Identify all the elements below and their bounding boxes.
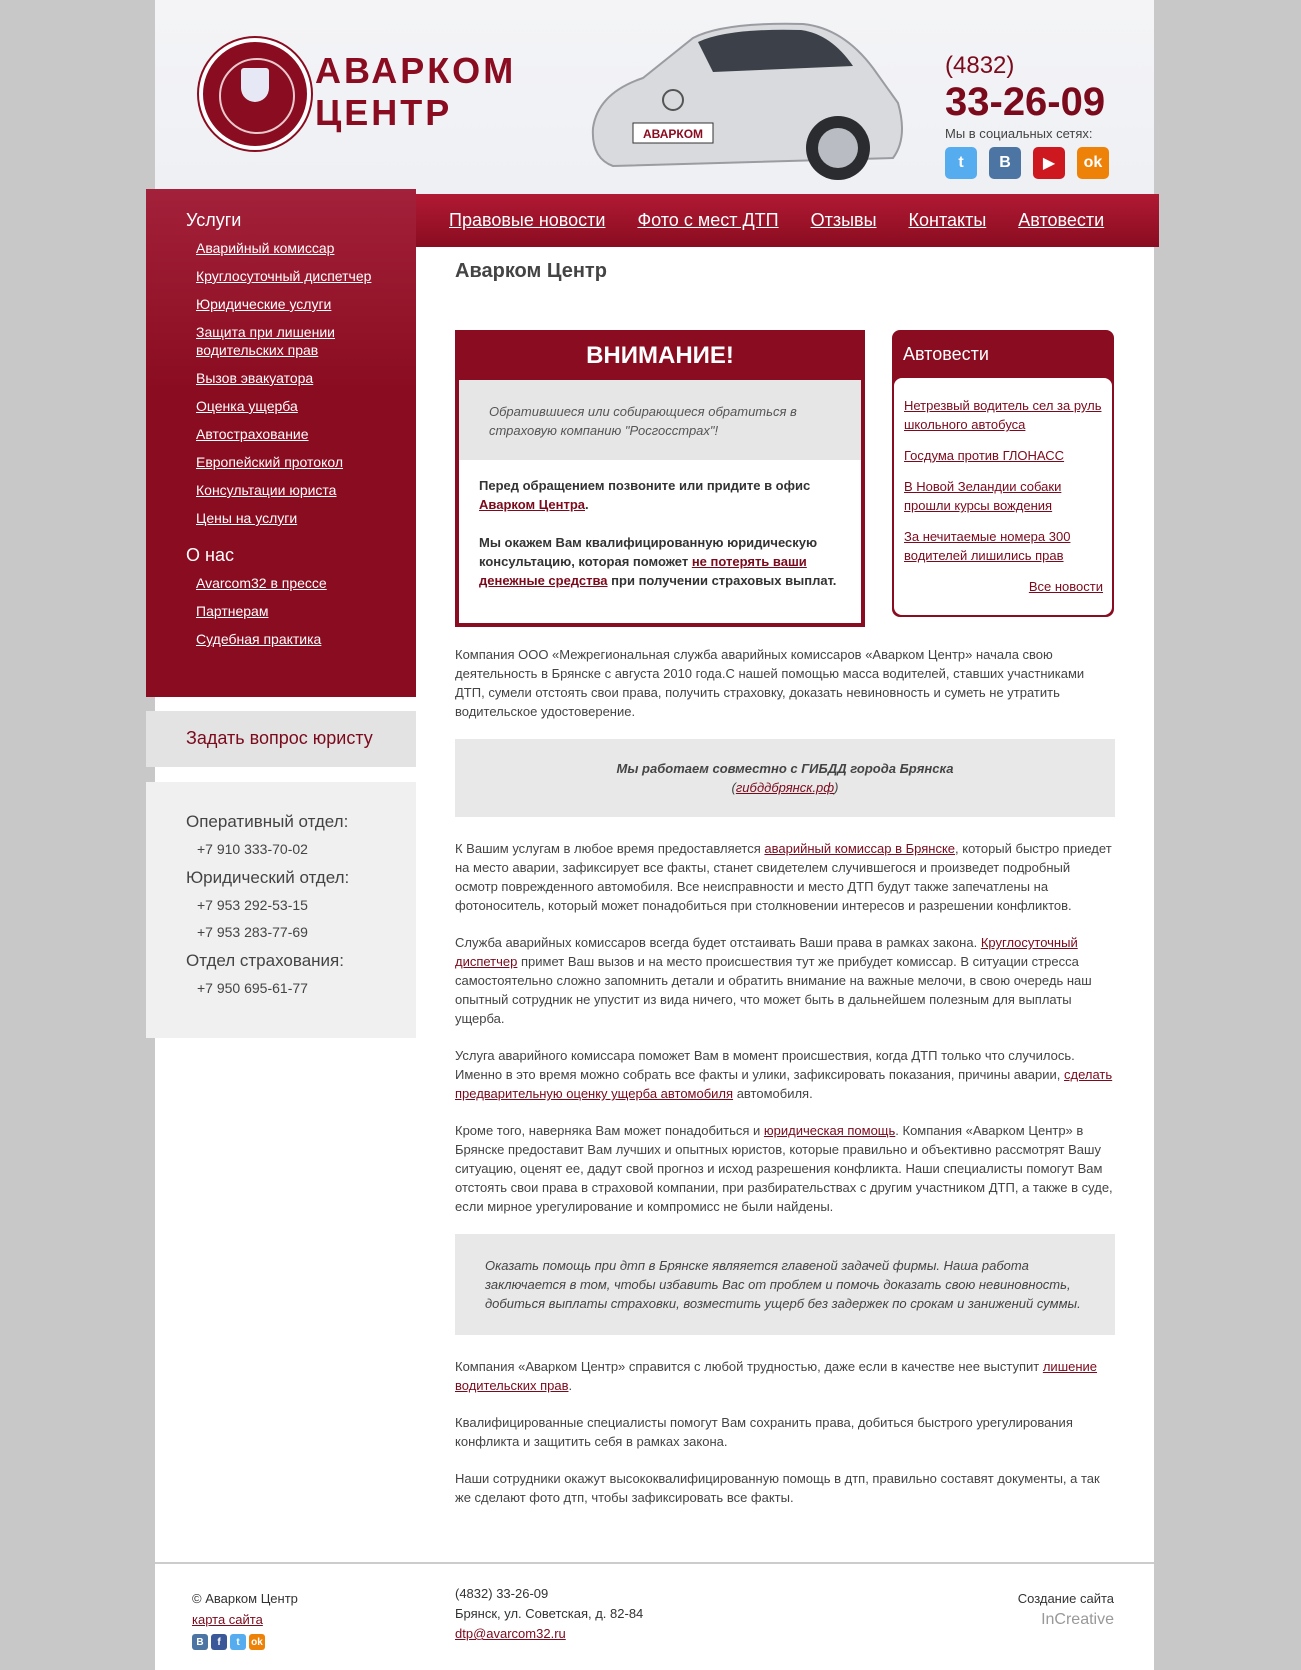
logo-line1: АВАРКОМ — [315, 50, 517, 91]
sidebar-item-insurance[interactable]: Автострахование — [196, 426, 309, 442]
paragraph: Услуга аварийного комиссара поможет Вам в момент происшествия, когда ДТП только что случилось. Именно в это время можно собрать все факты и улики, зафиксировать показания, причины аварии, сделать предварительную оценку ущерба автомобиля автомобиля. — [455, 1048, 1113, 1101]
facebook-icon[interactable]: f — [211, 1634, 227, 1650]
page — [155, 0, 1154, 1670]
vk-icon[interactable]: B — [192, 1634, 208, 1650]
phone-code: (4832) — [945, 52, 1015, 79]
contact-phone: +7 950 695-61-77 — [197, 980, 308, 996]
social-links — [945, 147, 1109, 179]
nav-contacts[interactable]: Контакты — [908, 210, 987, 230]
sidebar-item-partners[interactable]: Партнерам — [196, 603, 269, 619]
warning-head: ВНИМАНИЕ! — [459, 334, 861, 380]
legal-help-link[interactable]: юридическая помощь — [763, 1123, 896, 1138]
warning-text: Перед обращением позвоните или придите в офис — [479, 478, 811, 493]
paragraph: Квалифицированные специалисты помогут Вам сохранить права, добиться быстрого урегулирования конфликта и защитить себя в рамках закона. — [455, 1415, 1073, 1449]
header — [155, 0, 1154, 194]
sidebar-item-commissar[interactable]: Аварийный комиссар — [196, 240, 335, 256]
warning-link-office[interactable]: Аварком Центра — [479, 497, 585, 512]
paragraph: Служба аварийных комиссаров всегда будет отстаивать Ваши права в рамках закона. Круглосуточный диспетчер примет Ваш вызов и на место происшествия тут же прибудет комиссар. В ситуации стресса самостоятельно сложно запомнить детали и обратить внимание на важные мелочи, в свою очередь наш опытный сотрудник не упустит из вида ничего, что может быть в дальнейшем полезным для выплаты ущерба. — [455, 935, 1092, 1026]
gibdd-box: Мы работаем совместно с ГИБДД города Брянска (гибддбрянск.рф) — [455, 739, 1115, 817]
twitter-icon[interactable]: t — [230, 1634, 246, 1650]
sidebar-item-damage[interactable]: Оценка ущерба — [196, 398, 298, 414]
license-link[interactable]: лишение водительских прав — [455, 1359, 1098, 1393]
news-item[interactable]: За нечитаемые номера 300 водителей лишились прав — [904, 529, 1071, 563]
paragraph: Компания «Аварком Центр» справится с любой трудностью, даже если в качестве нее выступит лишение водительских прав. — [455, 1359, 1098, 1393]
news-widget — [892, 330, 1114, 617]
nav-legal-news[interactable]: Правовые новости — [449, 210, 606, 230]
creator-logo[interactable]: InCreative — [1041, 1611, 1114, 1628]
footer — [155, 1562, 1154, 1670]
contact-phone: +7 953 292-53-15 — [197, 897, 308, 913]
news-item[interactable]: Нетрезвый водитель сел за руль школьного автобуса — [904, 398, 1102, 432]
paragraph: Наши сотрудники окажут высококвалифицированную помощь в дтп, правильно составят документы, а так же сделают фото дтп, чтобы зафиксировать все факты. — [455, 1471, 1100, 1505]
contact-phone: +7 910 333-70-02 — [197, 841, 308, 857]
nav-autonews[interactable]: Автовести — [1018, 210, 1105, 230]
car-plate-label: АВАРКОМ — [642, 127, 704, 141]
warning-text: Мы окажем Вам квалифицированную юридическую консультацию, которая поможет — [479, 535, 818, 569]
copyright: © Аварком Центр — [192, 1591, 298, 1606]
warning-box — [455, 330, 865, 627]
created-label: Создание сайта — [1017, 1591, 1114, 1606]
logo-line2: ЦЕНТР — [315, 92, 453, 133]
nav-photos[interactable]: Фото с мест ДТП — [637, 210, 779, 230]
footer-social — [192, 1634, 298, 1650]
warning-body — [459, 460, 861, 590]
vk-icon[interactable]: B — [989, 147, 1021, 179]
warning-text: при получении страховых выплат. — [611, 573, 837, 588]
sidebar-item-dispatcher[interactable]: Круглосуточный диспетчер — [196, 268, 372, 284]
top-nav — [415, 194, 1159, 247]
sidebar — [146, 189, 416, 697]
gibdd-link[interactable]: гибддбрянск.рф — [735, 780, 835, 795]
logo-text[interactable] — [315, 50, 516, 134]
ask-lawyer-button[interactable]: Задать вопрос юристу — [146, 711, 416, 767]
warning-text: . — [585, 497, 589, 512]
footer-email[interactable]: dtp@avarcom32.ru — [455, 1626, 566, 1641]
sidebar-item-press[interactable]: Avarcom32 в прессе — [196, 575, 327, 591]
contact-title: Оперативный отдел: — [186, 812, 349, 831]
sidebar-item-license[interactable]: Защита при лишении водительских прав — [196, 324, 335, 358]
services-title: Услуги — [186, 210, 242, 230]
contact-title: Юридический отдел: — [186, 868, 350, 887]
news-item[interactable]: В Новой Зеландии собаки прошли курсы вождения — [904, 479, 1062, 513]
contact-title: Отдел страхования: — [186, 951, 344, 970]
quote-box: Оказать помощь при дтп в Брянске являяется главеной задачей фирмы. Наша работа заключается в том, чтобы избавить Вас от проблем и помочь доказать свою невиновность, добиться выплаты страховки, возместить ущерб без задержек по срокам и занижений суммы. — [455, 1234, 1115, 1335]
main-content — [455, 260, 1115, 1505]
youtube-icon[interactable]: ▶ — [1033, 147, 1065, 179]
page-title: Аварком Центр — [455, 260, 607, 282]
contact-phone: +7 953 283-77-69 — [197, 924, 308, 940]
article-text — [455, 645, 1115, 1525]
news-item[interactable]: Госдума против ГЛОНАСС — [904, 448, 1065, 463]
nav-reviews[interactable]: Отзывы — [810, 210, 877, 230]
sidebar-item-prices[interactable]: Цены на услуги — [196, 510, 298, 526]
warning-gray-text: Обратившиеся или собирающиеся обратиться в страховую компанию "Росгосстрах"! — [459, 380, 861, 460]
gibdd-title: Мы работаем совместно с ГИБДД города Брянска — [616, 761, 954, 776]
contacts-block — [146, 782, 416, 1038]
sidebar-item-protocol[interactable]: Европейский протокол — [196, 454, 344, 470]
news-title: Автовести — [903, 344, 989, 364]
phone-number: 33-26-09 — [945, 80, 1106, 124]
commissar-link[interactable]: аварийный комиссар в Брянске — [764, 841, 956, 856]
social-title: Мы в социальных сетях: — [945, 126, 1093, 141]
logo-seal-icon[interactable] — [199, 38, 311, 150]
news-list — [894, 378, 1112, 615]
paragraph: Компания ООО «Межрегиональная служба аварийных комиссаров «Аварком Центр» начала свою деятельность в Брянске с августа 2010 года.С нашей помощью масса водителей, ставших участниками ДТП, сумели отстоять свои права, получить страховку, доказать невиновность и суметь не утратить водительское удостоверение. — [455, 647, 1085, 719]
damage-link[interactable]: сделать предварительную оценку ущерба автомобиля — [455, 1067, 1113, 1101]
sitemap-link[interactable]: карта сайта — [192, 1612, 263, 1627]
sidebar-item-legal[interactable]: Юридические услуги — [196, 296, 332, 312]
dispatcher-link[interactable]: Круглосуточный диспетчер — [455, 935, 1078, 969]
car-image — [573, 8, 913, 188]
paragraph: Кроме того, наверняка Вам может понадобиться и юридическая помощь. Компания «Аварком Центр» в Брянске предоставит Вам лучших и опытных юристов, которые правильно и объективно рассмотрят Вашу ситуацию, оценят ее, дадут свой прогноз и исход разрешения конфликта. Наши специалисты помогут Вам отстоять свои права в страховой компании, при разбирательствах с другим участником ДТП, а также в суде, если мирное урегулирование и компромисс не были найдены. — [455, 1123, 1113, 1214]
twitter-icon[interactable]: t — [945, 147, 977, 179]
odnoklassniki-icon[interactable]: ok — [249, 1634, 265, 1650]
odnoklassniki-icon[interactable]: ok — [1077, 147, 1109, 179]
all-news-link[interactable]: Все новости — [1028, 579, 1103, 594]
sidebar-item-consult[interactable]: Консультации юриста — [196, 482, 337, 498]
warning-link-money[interactable]: не потерять ваши денежные средства — [479, 554, 807, 588]
sidebar-item-tow[interactable]: Вызов эвакуатора — [196, 370, 314, 386]
about-title: О нас — [186, 545, 234, 565]
footer-phone: (4832) 33-26-09 — [455, 1586, 549, 1601]
paragraph: К Вашим услугам в любое время предоставляется аварийный комиссар в Брянске, который быстро приедет на место аварии, зафиксирует все факты, станет свидетелем случившегося и произведет подробный осмотр поврежденного автомобиля. Все неисправности и место ДТП будут также запечатлены на фотоноситель, который может понадобиться при столкновении интересов и разрешении конфликтов. — [455, 841, 1112, 913]
sidebar-item-court[interactable]: Судебная практика — [196, 631, 322, 647]
footer-address: Брянск, ул. Советская, д. 82-84 — [455, 1606, 644, 1621]
